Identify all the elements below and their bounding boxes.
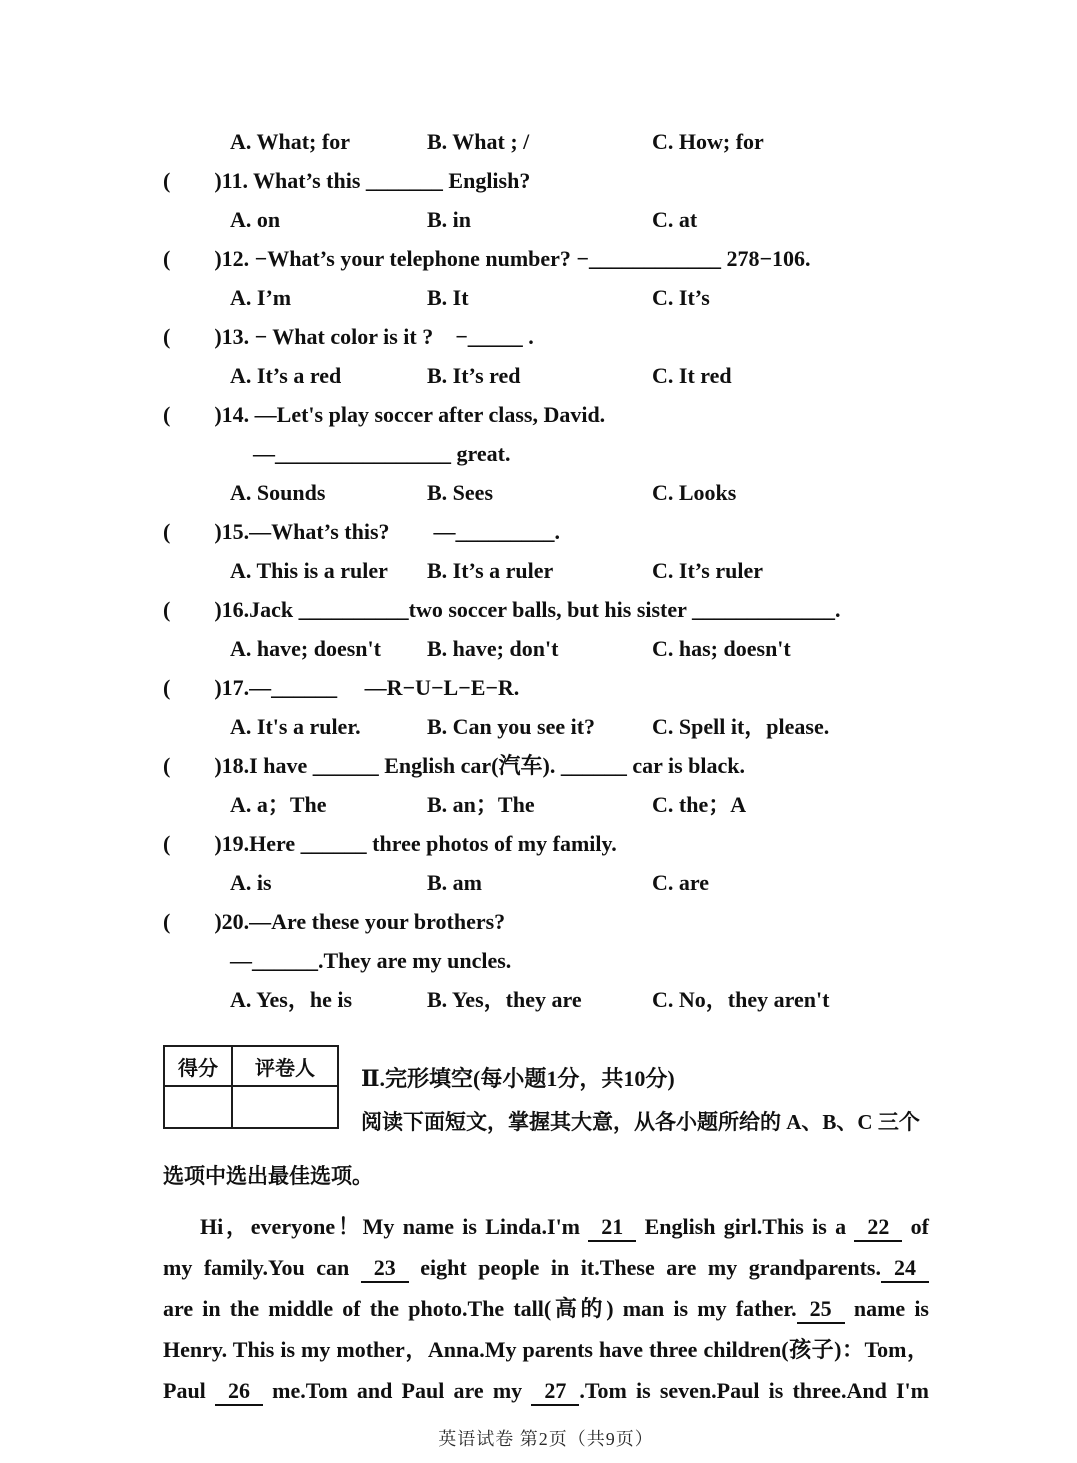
option-b: B. It: [427, 285, 469, 310]
passage-line: Hi，everyone！My name is Linda.I'm 21 English girl.This is a 22 of: [163, 1206, 929, 1247]
option-a: A. on: [230, 207, 281, 232]
option-c: C. How; for: [652, 129, 764, 154]
cloze-section-head: [361, 1045, 920, 1144]
cloze-blank-21: 21: [588, 1214, 636, 1242]
option-b: B. What ; /: [427, 129, 530, 154]
option-c: C. It’s ruler: [652, 558, 763, 583]
cloze-blank-22: 22: [854, 1214, 902, 1242]
option-b: B. It’s a ruler: [427, 558, 554, 583]
question-11-options: [163, 200, 929, 239]
question-20-options: [163, 980, 929, 1019]
option-a: A. What; for: [230, 129, 350, 154]
page-footer: 英语试卷 第2页（共9页）: [438, 1429, 654, 1449]
option-a: A. a；The: [230, 792, 327, 817]
option-a: A. I’m: [230, 285, 292, 310]
option-b: B. in: [427, 207, 472, 232]
option-a: A. It’s a red: [230, 363, 342, 388]
question-11-stem: ( )11. What’s this _______ English?: [163, 168, 531, 193]
cloze-blank-25: 25: [797, 1296, 845, 1324]
option-b: B. an；The: [427, 792, 535, 817]
question-19-stem: ( )19.Here ______ three photos of my family.: [163, 831, 617, 856]
option-b: B. Can you see it?: [427, 714, 596, 739]
cloze-blank-27: 27: [531, 1378, 579, 1406]
question-20-stem: ( )20.—Are these your brothers?: [163, 909, 506, 934]
question-14-stem-line2: —________________ great.: [253, 441, 511, 466]
cloze-section-title: Ⅱ.完形填空(每小题1分，共10分): [361, 1066, 675, 1091]
option-b: B. Sees: [427, 480, 493, 505]
option-c: C. It red: [652, 363, 732, 388]
question-12-options: [163, 278, 929, 317]
question-15-options: [163, 551, 929, 590]
cloze-blank-23: 23: [361, 1255, 409, 1283]
question-13-stem: ( )13. − What color is it ? −_____ .: [163, 324, 534, 349]
option-a: A. Yes，he is: [230, 987, 353, 1012]
option-c: C. at: [652, 207, 698, 232]
options-row-q10: [163, 122, 929, 161]
option-a: A. Sounds: [230, 480, 326, 505]
option-c: C. are: [652, 870, 710, 895]
option-b: B. have; don't: [427, 636, 559, 661]
question-20-stem-line2: —______.They are my uncles.: [230, 948, 512, 973]
option-c: C. has; doesn't: [652, 636, 791, 661]
score-section: [163, 1045, 929, 1144]
cloze-intro-line2: 选项中选出最佳选项。: [163, 1164, 373, 1188]
passage-line: my family.You can 23 eight people in it.These are my grandparents. 24: [163, 1247, 929, 1288]
question-18-stem: ( )18.I have ______ English car(汽车). ______ car is black.: [163, 753, 745, 778]
option-b: B. am: [427, 870, 482, 895]
cloze-blank-24: 24: [881, 1255, 929, 1283]
option-a: A. have; doesn't: [230, 636, 381, 661]
passage-line: are in the middle of the photo.The tall(高的) man is my father. 25 name is: [163, 1288, 929, 1329]
score-box-cell-score: [164, 1086, 232, 1128]
cloze-intro-line1: 阅读下面短文，掌握其大意，从各小题所给的 A、B、C 三个: [361, 1110, 920, 1134]
question-13-options: [163, 356, 929, 395]
question-19-options: [163, 863, 929, 902]
question-18-options: [163, 785, 929, 824]
option-c: C. Spell it，please.: [652, 714, 830, 739]
cloze-passage: [163, 1206, 929, 1411]
option-b: B. It’s red: [427, 363, 521, 388]
option-c: C. the；A: [652, 792, 747, 817]
option-a: A. This is a ruler: [230, 558, 388, 583]
question-17-options: [163, 707, 929, 746]
option-c: C. No，they aren't: [652, 987, 830, 1012]
option-c: C. Looks: [652, 480, 737, 505]
score-box-cell-grader: [232, 1086, 338, 1128]
score-box-header-score: 得分: [164, 1046, 232, 1086]
question-16-options: [163, 629, 929, 668]
question-16-stem: ( )16.Jack __________two soccer balls, but his sister _____________.: [163, 597, 841, 622]
passage-line: Paul 26 me.Tom and Paul are my 27 .Tom is seven.Paul is three.And I'm: [163, 1370, 929, 1411]
question-15-stem: ( )15.—What’s this? —_________.: [163, 519, 561, 544]
option-a: A. is: [230, 870, 272, 895]
question-17-stem: ( )17.—______ —R−U−L−E−R.: [163, 675, 520, 700]
option-b: B. Yes，they are: [427, 987, 582, 1012]
score-box: [163, 1045, 339, 1129]
cloze-blank-26: 26: [215, 1378, 263, 1406]
option-c: C. It’s: [652, 285, 710, 310]
score-box-header-grader: 评卷人: [232, 1046, 338, 1086]
option-a: A. It's a ruler.: [230, 714, 361, 739]
question-12-stem: ( )12. −What’s your telephone number? −____________ 278−106.: [163, 246, 811, 271]
passage-line: Henry. This is my mother，Anna.My parents have three children(孩子)：Tom，: [163, 1337, 929, 1362]
question-14-stem: ( )14. —Let's play soccer after class, David.: [163, 402, 606, 427]
question-14-options: [163, 473, 929, 512]
